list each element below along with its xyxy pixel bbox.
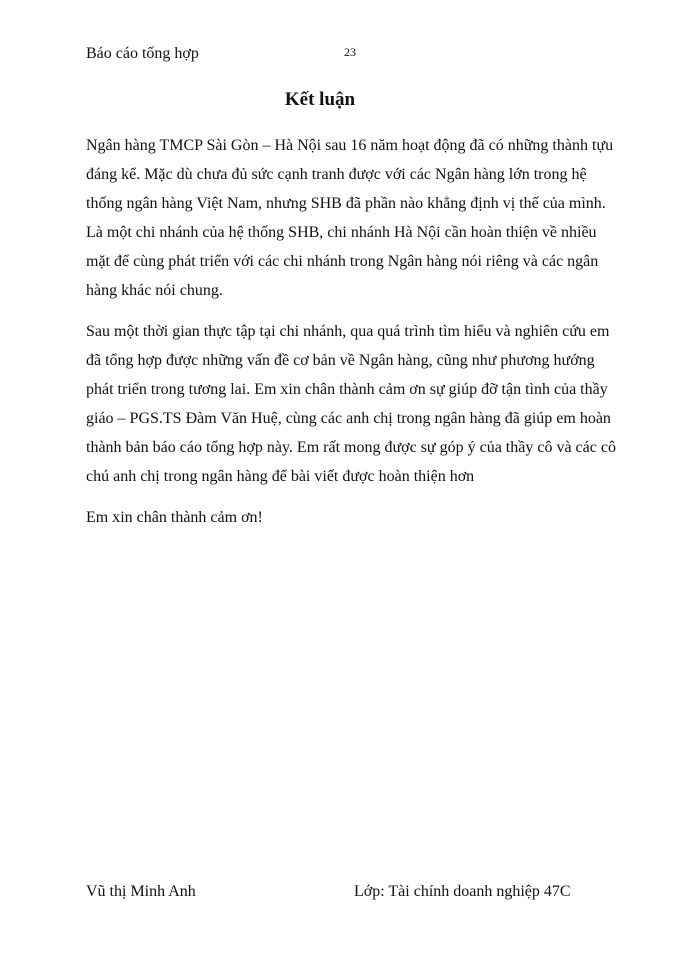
paragraph-line: mặt để cùng phát triển với các chi nhánh trong Ngân hàng nói riêng và các ngân bbox=[86, 253, 599, 270]
paragraph-line: Sau một thời gian thực tập tại chi nhánh, qua quá trình tìm hiểu và nghiên cứu em bbox=[86, 323, 610, 340]
page-number: 23 bbox=[344, 45, 356, 59]
paragraph-line: đáng kể. Mặc dù chưa đủ sức cạnh tranh được với các Ngân hàng lớn trong hệ bbox=[86, 166, 587, 183]
section-title: Kết luận bbox=[284, 89, 356, 110]
paragraph-line: thống ngân hàng Việt Nam, nhưng SHB đã phần nào khẳng định vị thế của mình. bbox=[86, 195, 606, 212]
paragraph-line: phát triển trong tương lai. Em xin chân thành cảm ơn sự giúp đỡ tận tình của thầy bbox=[86, 381, 608, 398]
document-body bbox=[86, 131, 626, 532]
header-title: Báo cáo tổng hợp bbox=[86, 45, 199, 62]
paragraph-line: hàng khác nói chung. bbox=[86, 282, 223, 299]
paragraph-line: thành bản báo cáo tổng hợp này. Em rất mong được sự góp ý của thầy cô và các cô bbox=[86, 439, 616, 456]
paragraph-line: giáo – PGS.TS Đàm Văn Huệ, cùng các anh chị trong ngân hàng đã giúp em hoàn bbox=[86, 410, 611, 427]
paragraph-line: chú anh chị trong ngân hàng để bài viết được hoàn thiện hơn bbox=[86, 468, 475, 485]
paragraph-1 bbox=[86, 131, 626, 305]
closing-line: Em xin chân thành cảm ơn! bbox=[86, 509, 263, 526]
paragraph-line: đã tổng hợp được những vấn đề cơ bản về Ngân hàng, cũng như phương hướng bbox=[86, 352, 595, 369]
paragraph-2 bbox=[86, 317, 626, 491]
paragraph-line: Ngân hàng TMCP Sài Gòn – Hà Nội sau 16 năm hoạt động đã có những thành tựu bbox=[86, 137, 614, 154]
paragraph-line: Là một chi nhánh của hệ thống SHB, chi nhánh Hà Nội cần hoàn thiện về nhiều bbox=[86, 224, 597, 241]
footer-class-info: Lớp: Tài chính doanh nghiệp 47C bbox=[354, 883, 571, 900]
footer-author: Vũ thị Minh Anh bbox=[86, 883, 196, 900]
